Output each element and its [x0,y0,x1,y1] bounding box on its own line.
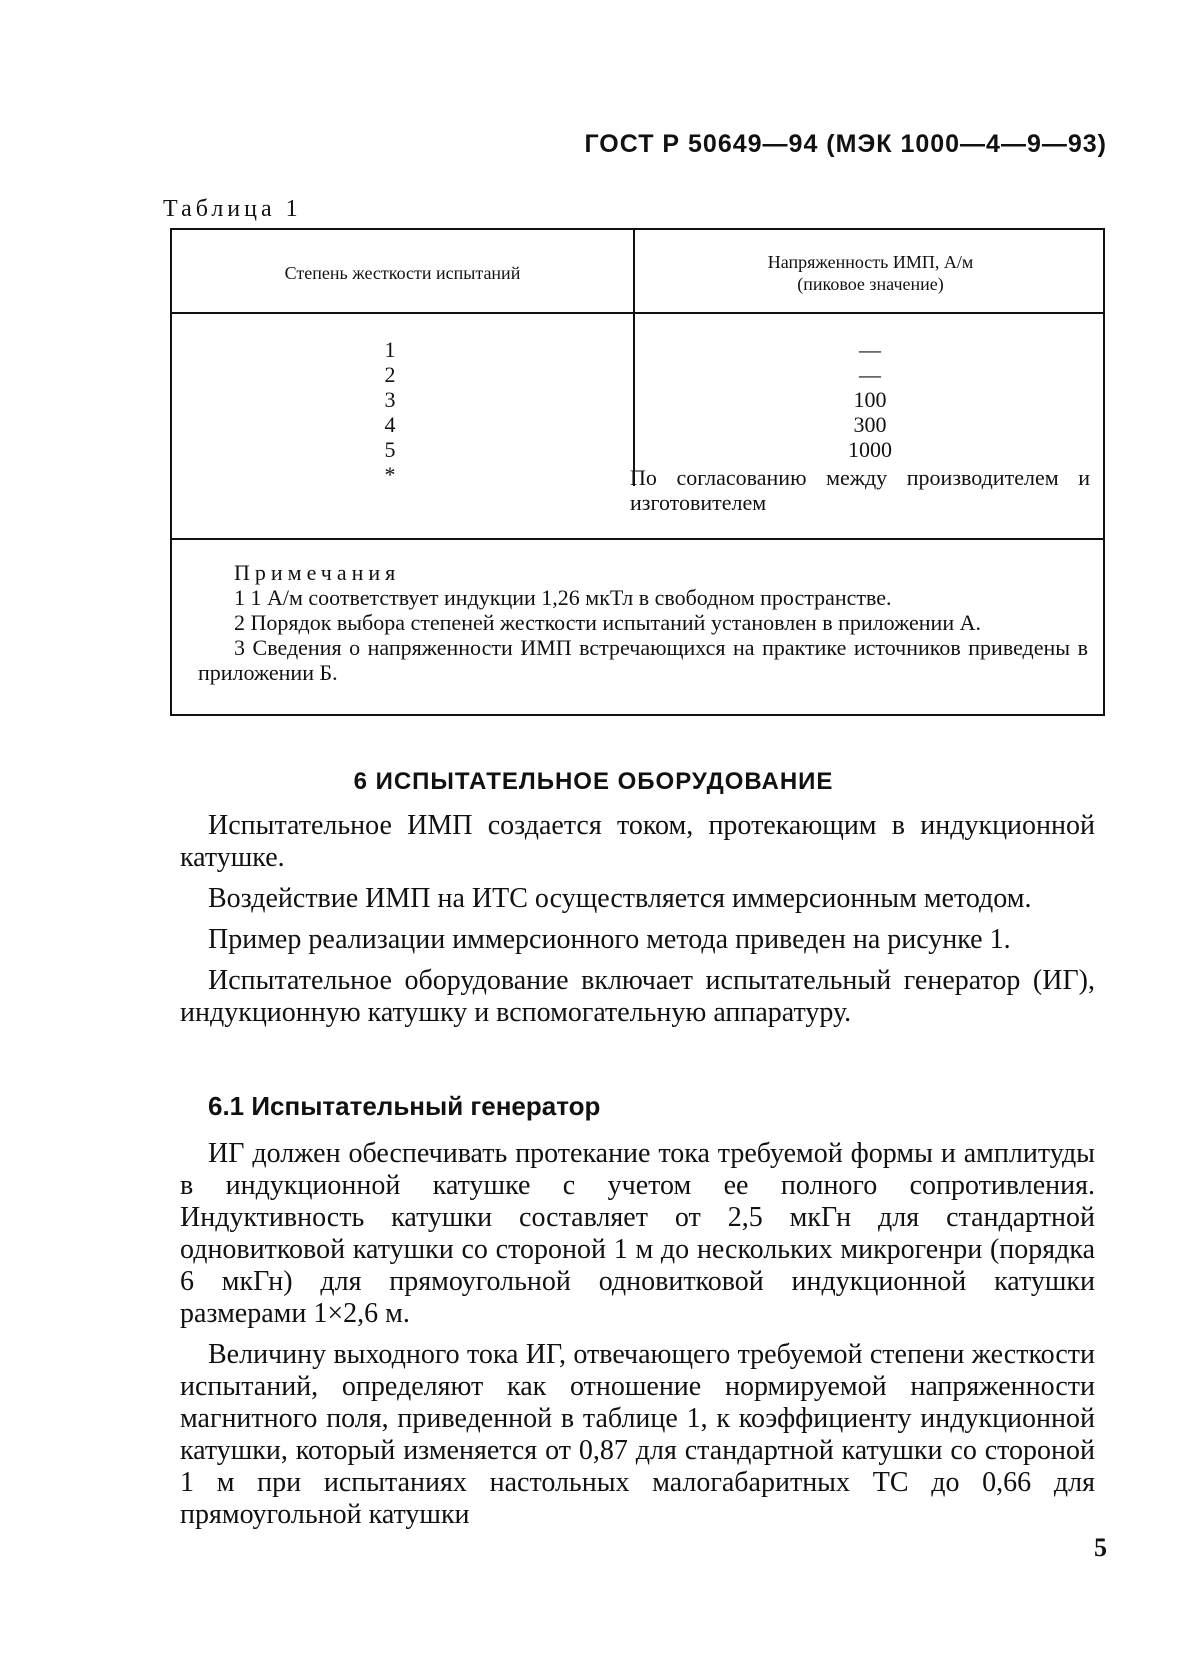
subsection-title: 6.1 Испытательный генератор [208,1091,601,1121]
note-item: 3 Сведения о напряженности ИМП встречающихся на практике источников приведены в приложении Б. [198,635,1088,685]
paragraph: Испытательное ИМП создается током, протекающим в индукционной катушке. [180,810,1095,873]
table-level: 2 [384,362,396,387]
table-notes-divider [170,538,1105,540]
paragraph: Воздействие ИМП на ИТС осуществляется иммерсионным методом. [208,883,1032,914]
subsection-body [180,1138,1095,1540]
note-item: 2 Порядок выбора степеней жесткости испытаний установлен в приложении А. [234,610,981,635]
paragraph: ИГ должен обеспечивать протекание тока требуемой формы и амплитуды в индукционной катушке с учетом ее полного сопротивления. Индуктивность катушки составляет от 2,5 мкГн для стандартной одновитковой катушки со стороной 1 м до нескольких микрогенри (порядка 6 мкГн) для прямоугольной одновитковой индукционной катушки размерами 1×2,6 м. [180,1138,1095,1329]
table-values-column [630,337,1100,515]
table-level: * [384,462,396,487]
table-col2-header-line1: Напряженность ИМП, А/м [767,252,974,272]
table-levels-column [355,337,425,487]
table-level: 3 [384,387,396,412]
table-col1-header: Степень жесткости испытаний [284,263,521,283]
table-col2-header-line2: (пиковое значение) [797,274,944,294]
table-caption: Таблица 1 [163,196,302,222]
table-value: 300 [853,412,887,437]
table-value: 1000 [848,437,892,462]
note-item: 1 1 А/м соответствует индукции 1,26 мкТл в свободном пространстве. [234,585,892,610]
section-body [180,810,1095,1038]
table-level: 1 [384,337,396,362]
section-title: 6 ИСПЫТАТЕЛЬНОЕ ОБОРУДОВАНИЕ [353,768,834,795]
table-value: — [859,337,881,362]
table-level: 4 [384,412,396,437]
page-number: 5 [1094,1533,1107,1562]
table-header-divider [170,312,1105,314]
table-value-special: По согласованию между производителем и изготовителем [630,465,1090,515]
paragraph: Величину выходного тока ИГ, отвечающего требуемой степени жесткости испытаний, определяют как отношение нормируемой напряженности магнитного поля, приведенной в таблице 1, к коэффициенту индукционной катушки, который изменяется от 0,87 для стандартной катушки со стороной 1 м при испытаниях настольных малогабаритных ТС до 0,66 для прямоугольной катушки [180,1339,1095,1530]
notes-title: Примечания [234,560,401,585]
table-col2-header [638,251,1103,295]
document-header: ГОСТ Р 50649—94 (МЭК 1000—4—9—93) [584,130,1107,158]
table-value: — [859,362,881,387]
paragraph: Испытательное оборудование включает испытательный генератор (ИГ), индукционную катушку и вспомогательную аппаратуру. [180,965,1095,1028]
table-level: 5 [384,437,396,462]
table-value: 100 [853,387,887,412]
paragraph: Пример реализации иммерсионного метода приведен на рисунке 1. [208,924,1011,955]
table-notes [198,560,1088,685]
